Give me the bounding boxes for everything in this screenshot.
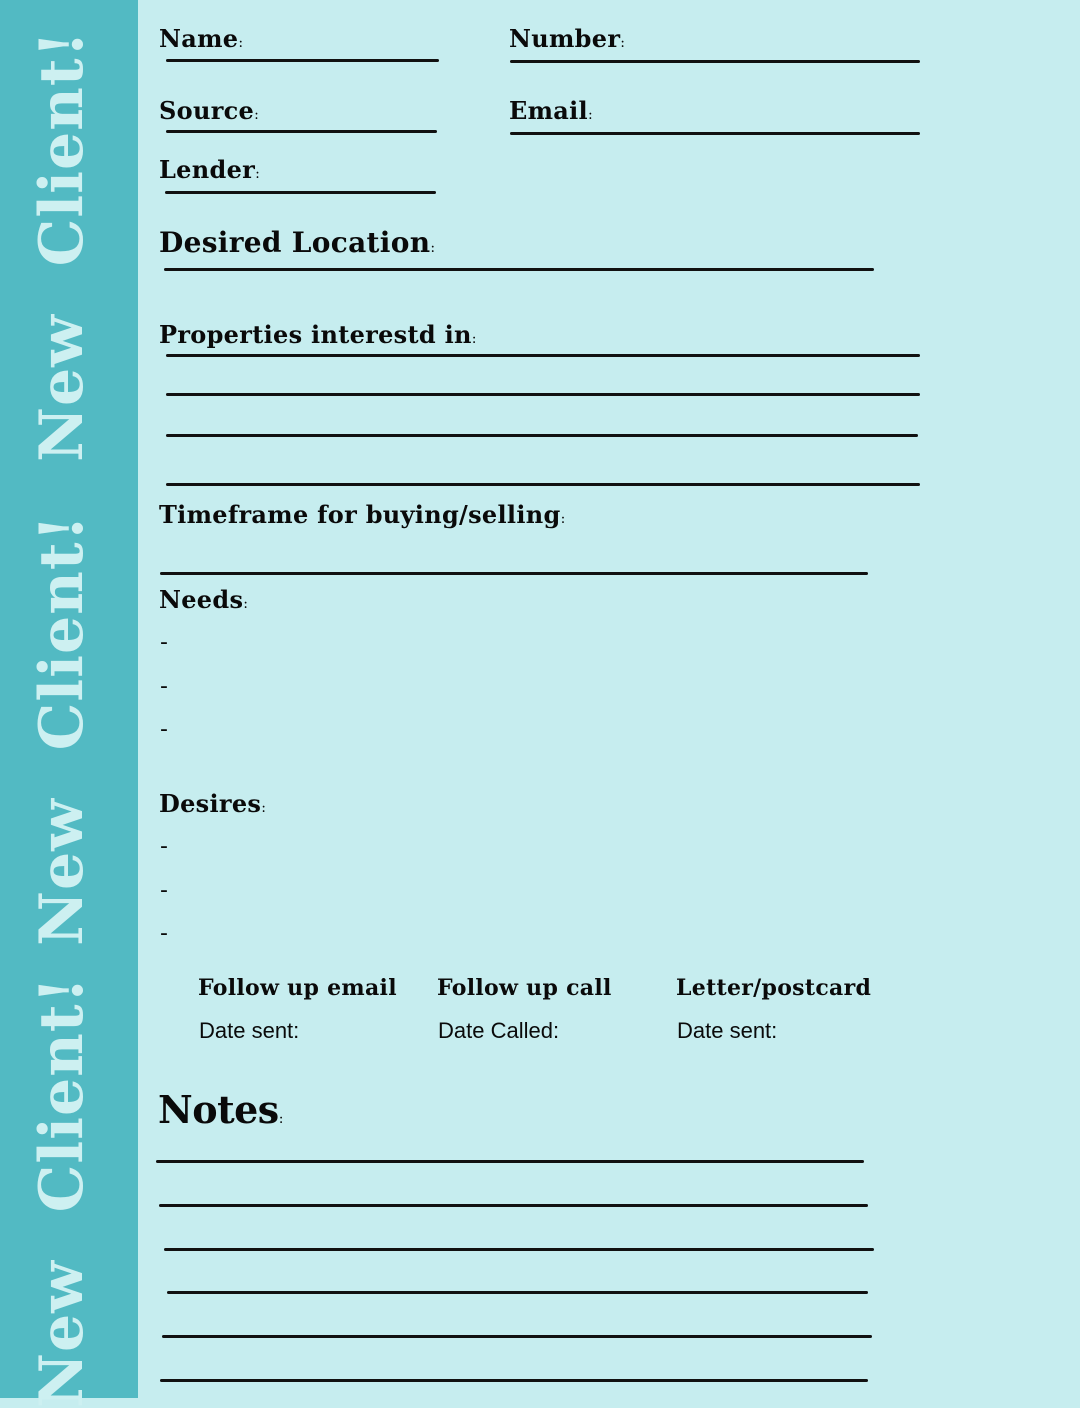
name-line[interactable] [166,59,439,62]
email-line[interactable] [510,132,920,135]
sidebar-text-2: New Client! [27,514,97,946]
email-label: Email: [509,96,594,125]
properties-line-1[interactable] [166,354,920,357]
needs-label: Needs: [159,585,249,614]
properties-line-3[interactable] [166,434,918,437]
notes-line-3[interactable] [164,1248,874,1251]
followup-letter-date[interactable]: Date sent: [677,1018,778,1043]
desires-label: Desires: [159,789,267,818]
lender-line[interactable] [165,191,436,194]
timeframe-label: Timeframe for buying/selling: [159,500,566,529]
desired-location-line[interactable] [164,268,874,271]
number-line[interactable] [510,60,920,63]
sidebar [0,0,138,1408]
lender-label: Lender: [159,155,261,184]
followup-call-title: Follow up call [437,975,612,1001]
source-line[interactable] [166,130,437,133]
notes-line-1[interactable] [156,1160,864,1163]
sidebar-text-1: New Client! [27,30,97,462]
properties-line-2[interactable] [166,393,920,396]
desires-item-3[interactable]: - [160,921,168,946]
number-label: Number: [509,24,626,53]
notes-line-6[interactable] [160,1379,868,1382]
properties-line-4[interactable] [166,483,920,486]
followup-email-date[interactable]: Date sent: [199,1018,300,1043]
source-label: Source: [159,96,260,125]
desires-item-1[interactable]: - [160,834,168,859]
needs-item-1[interactable]: - [160,630,168,655]
timeframe-line[interactable] [160,572,868,575]
name-label: Name: [159,24,244,53]
followup-call-date[interactable]: Date Called: [438,1018,560,1043]
followup-email-title: Follow up email [198,975,397,1001]
notes-line-5[interactable] [162,1335,872,1338]
sidebar-text-3: New Client! [27,976,97,1408]
desired-location-label: Desired Location: [159,226,436,259]
notes-line-2[interactable] [159,1204,868,1207]
desires-item-2[interactable]: - [160,878,168,903]
notes-label: Notes: [158,1087,283,1132]
needs-item-3[interactable]: - [160,717,168,742]
properties-label: Properties interestd in: [159,320,477,349]
needs-item-2[interactable]: - [160,674,168,699]
notes-line-4[interactable] [167,1291,868,1294]
followup-letter-title: Letter/postcard [676,975,872,1001]
